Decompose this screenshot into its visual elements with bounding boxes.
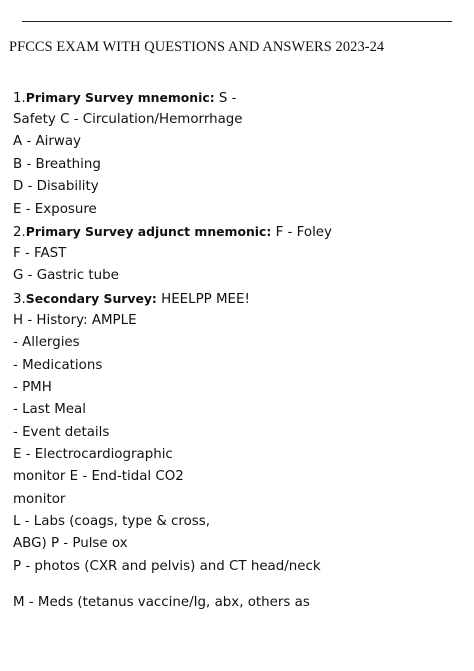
answer-line: - Medications: [13, 358, 103, 373]
answer-line: M - Meds (tetanus vaccine/Ig, abx, others as: [13, 595, 310, 610]
answer-line: ABG) P - Pulse ox: [13, 536, 128, 551]
answer-line: E - Electrocardiographic: [13, 447, 173, 462]
answer-line: E - Exposure: [13, 202, 97, 217]
answer-line: monitor E - End-tidal CO2: [13, 469, 184, 484]
question-line-3: [13, 290, 250, 309]
answer-line: - PMH: [13, 380, 52, 395]
question-line-1: [13, 89, 237, 108]
answer-line: F - FAST: [13, 246, 67, 261]
question-number: 3.: [13, 292, 26, 307]
answer-line: D - Disability: [13, 179, 99, 194]
document-title: PFCCS EXAM WITH QUESTIONS AND ANSWERS 2023-24: [9, 39, 385, 55]
answer-line: monitor: [13, 492, 66, 507]
answer-line: B - Breathing: [13, 157, 101, 172]
answer-line: G - Gastric tube: [13, 268, 119, 283]
answer-line: - Last Meal: [13, 402, 86, 417]
header-rule: [22, 21, 452, 22]
answer-start: F - Foley: [271, 225, 332, 240]
answer-start: HEELPP MEE!: [156, 292, 250, 307]
answer-line: P - photos (CXR and pelvis) and CT head/neck: [13, 559, 321, 574]
answer-start: S -: [214, 91, 237, 106]
answer-line: H - History: AMPLE: [13, 313, 137, 328]
question-line-2: [13, 223, 332, 242]
answer-line: A - Airway: [13, 134, 81, 149]
answer-line: Safety C - Circulation/Hemorrhage: [13, 112, 243, 127]
question-text: Primary Survey adjunct mnemonic:: [25, 224, 272, 239]
answer-line: L - Labs (coags, type & cross,: [13, 514, 211, 529]
question-text: Primary Survey mnemonic:: [25, 90, 215, 105]
answer-line: - Allergies: [13, 335, 80, 350]
answer-line: - Event details: [13, 425, 110, 440]
question-number: 2.: [13, 225, 26, 240]
question-number: 1.: [13, 91, 26, 106]
question-text: Secondary Survey:: [25, 291, 157, 306]
